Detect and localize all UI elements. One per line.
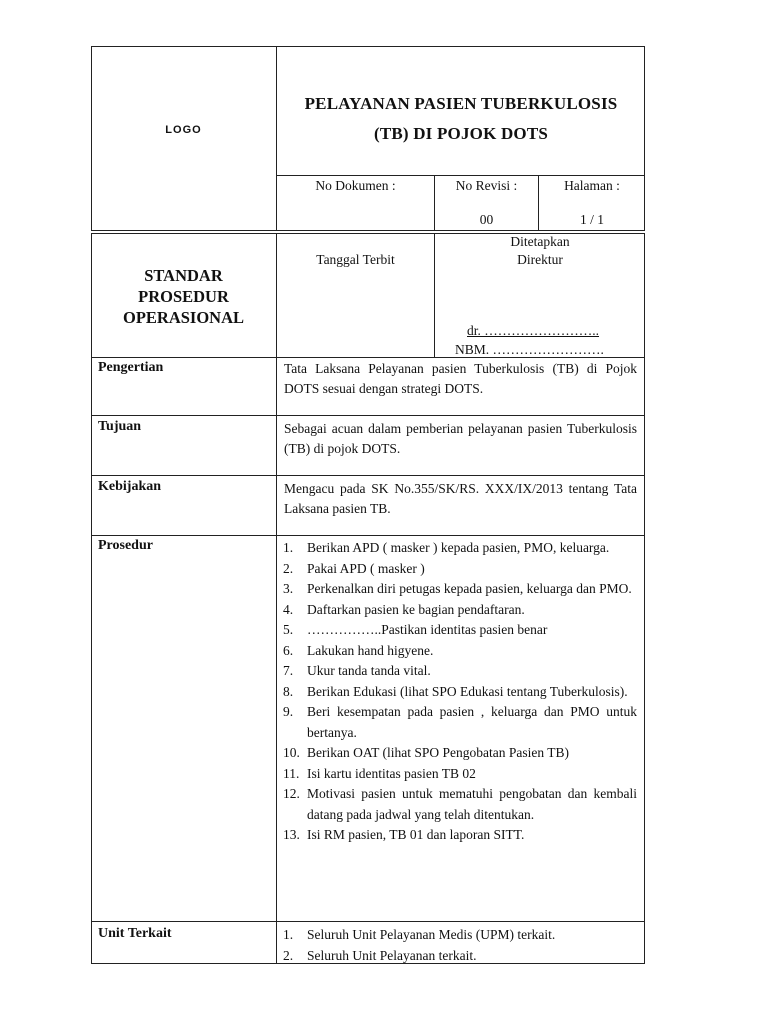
kebijakan-text: Mengacu pada SK No.355/SK/RS. XXX/IX/2013 tentang Tata Laksana pasien TB. bbox=[284, 481, 637, 516]
list-item bbox=[283, 825, 637, 846]
list-item bbox=[283, 925, 637, 946]
logo: LOGO bbox=[165, 124, 202, 136]
list-item-text: Berikan Edukasi (lihat SPO Edukasi tentang Tuberkulosis). bbox=[307, 683, 628, 699]
list-item-number: 11. bbox=[283, 765, 300, 781]
list-item-text: Ukur tanda tanda vital. bbox=[307, 663, 431, 678]
direktur-label: Direktur bbox=[517, 252, 563, 267]
list-item bbox=[283, 784, 637, 825]
list-item bbox=[283, 620, 637, 641]
list-item-text: Isi kartu identitas pasien TB 02 bbox=[307, 765, 476, 781]
list-item-number: 5. bbox=[283, 622, 294, 637]
list-item-text: Berikan OAT (lihat SPO Pengobatan Pasien TB) bbox=[307, 745, 569, 760]
sop-heading-line-3: OPERASIONAL bbox=[122, 308, 245, 327]
list-item-number: 9. bbox=[283, 704, 294, 719]
document-title bbox=[277, 89, 645, 149]
pengertian-text: Tata Laksana Pelayanan pasien Tuberkulosis (TB) di Pojok DOTS sesuai dengan strategi DOTS. bbox=[284, 361, 637, 396]
prosedur-label: Prosedur bbox=[98, 538, 153, 553]
list-item-text: Seluruh Unit Pelayanan Medis (UPM) terkait. bbox=[307, 927, 556, 942]
tanggal-terbit-label: Tanggal Terbit bbox=[316, 252, 395, 267]
no-dokumen-label: No Dokumen : bbox=[315, 178, 396, 193]
no-revisi-label: No Revisi : bbox=[455, 178, 518, 193]
ditetapkan-label: Ditetapkan bbox=[510, 234, 570, 249]
tujuan-text: Sebagai acuan dalam pemberian pelayanan pasien Tuberkulosis (TB) di pojok DOTS. bbox=[284, 421, 637, 456]
list-item bbox=[283, 579, 637, 600]
list-item bbox=[283, 682, 637, 703]
sop-heading bbox=[91, 265, 276, 328]
tujuan-label: Tujuan bbox=[98, 419, 142, 434]
list-item-number: 1. bbox=[283, 927, 294, 942]
list-item-text: Pakai APD ( masker ) bbox=[307, 560, 425, 576]
list-item-text: Berikan APD ( masker ) kepada pasien, PMO, keluarga. bbox=[307, 540, 610, 555]
sop-heading-line-1: STANDAR bbox=[144, 266, 223, 285]
list-item bbox=[283, 559, 637, 580]
director-name-line: dr. …………………….. bbox=[467, 323, 600, 338]
list-item-number: 8. bbox=[283, 683, 294, 699]
list-item bbox=[283, 661, 637, 682]
list-item bbox=[283, 946, 637, 967]
document-title-line-1: PELAYANAN PASIEN TUBERKULOSIS bbox=[304, 94, 618, 113]
list-item-number: 10. bbox=[283, 745, 300, 760]
list-item bbox=[283, 538, 637, 559]
list-item bbox=[283, 641, 637, 662]
list-item bbox=[283, 764, 637, 785]
director-nbm-line: NBM. ……………………. bbox=[455, 342, 604, 357]
list-item-text: Lakukan hand higyene. bbox=[307, 642, 434, 658]
list-item-text: Isi RM pasien, TB 01 dan laporan SITT. bbox=[307, 827, 525, 842]
list-item-number: 13. bbox=[283, 827, 300, 842]
list-item-number: 1. bbox=[283, 540, 294, 555]
document-title-line-2: (TB) DI POJOK DOTS bbox=[373, 124, 549, 143]
kebijakan-label: Kebijakan bbox=[98, 479, 162, 494]
list-item bbox=[283, 702, 637, 743]
list-item bbox=[283, 743, 637, 764]
list-item-text: Daftarkan pasien ke bagian pendaftaran. bbox=[307, 601, 525, 617]
halaman-value: 1 / 1 bbox=[579, 212, 604, 227]
list-item-text: Beri kesempatan pada pasien , keluarga dan PMO untuk bertanya. bbox=[307, 704, 637, 740]
list-item-number: 12. bbox=[283, 786, 300, 801]
halaman-label: Halaman : bbox=[564, 178, 620, 193]
pengertian-label: Pengertian bbox=[98, 360, 164, 375]
prosedur-list bbox=[283, 538, 637, 846]
list-item-number: 6. bbox=[283, 642, 294, 658]
unit-terkait-list bbox=[283, 925, 637, 966]
no-revisi-value: 00 bbox=[479, 212, 494, 227]
unit-terkait-label: Unit Terkait bbox=[98, 926, 172, 941]
list-item-text: Perkenalkan diri petugas kepada pasien, keluarga dan PMO. bbox=[307, 581, 632, 596]
sop-heading-line-2: PROSEDUR bbox=[138, 287, 229, 306]
list-item bbox=[283, 600, 637, 621]
list-item-number: 4. bbox=[283, 601, 294, 617]
list-item-number: 3. bbox=[283, 581, 294, 596]
list-item-text: ……………..Pastikan identitas pasien benar bbox=[307, 622, 548, 637]
list-item-text: Motivasi pasien untuk mematuhi pengobatan dan kembali datang pada jadwal yang telah ditentukan. bbox=[307, 786, 637, 822]
list-item-number: 2. bbox=[283, 947, 294, 963]
list-item-number: 2. bbox=[283, 560, 294, 576]
list-item-text: Seluruh Unit Pelayanan terkait. bbox=[307, 947, 477, 963]
list-item-number: 7. bbox=[283, 663, 294, 678]
